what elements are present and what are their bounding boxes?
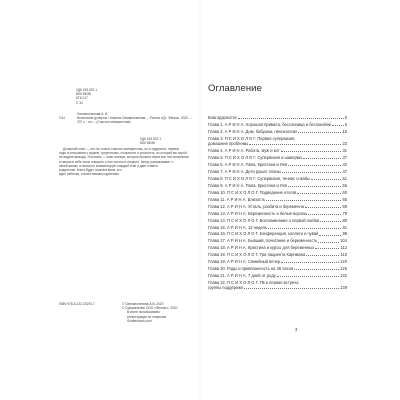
copyright-line: © Оформление ООО «Феникс», 2020 [122,306,178,311]
toc-entry [208,190,347,195]
toc-leader-dots [244,288,339,289]
toc-entry-title-continued: группы поддержки [208,285,243,291]
toc-entry [208,122,347,127]
annotation-line: и нашла в себе силы говорить о них честно и открыто. Автор рассказывает о [59,159,174,164]
toc-entry-page: 78 [342,210,347,216]
toc-entry-page: 23 [342,141,347,147]
toc-leader-dots [332,125,343,126]
table-of-contents [208,115,347,292]
toc-entry-title: Глава 2. А Р И Н А. Дом, бабушка, гинекология [208,128,298,134]
toc-entry-title: Глава 4. А Р И Н А. Работа, муж и кот [208,148,280,154]
toc-entry-title: Глава 10. П С И Х О Л О Г. Подведение итогов [208,189,297,195]
copyright-line: Shutterstock.com [127,318,152,323]
toc-entry [208,197,347,202]
annotation-line: годы и отношения с мужем, треугольник, сложности и усталость, из которой вы порой [59,151,187,156]
annotation-line: своей жизни, а психолог комментирует каждый этап и дает советы [59,163,158,168]
toc-entry [208,231,347,236]
toc-entry-title: Глава 14. П С И Х О Л О Г. Воспоминание о первой любви [208,217,320,223]
record-line-2: 237 с. : ил. – (Счастье материнства). [77,120,132,125]
toc-entry-title: Глава 15. А Р И Н А. 12 недель [208,224,268,230]
toc-entry-continued [208,285,347,290]
toc-entry [208,162,347,167]
toc-entry-page: 139 [340,285,347,291]
toc-entry-page: 5 [344,115,347,120]
toc-entry-title: Глава 18. А Р И Н А. Кристина и курсы для беременных [208,245,315,251]
toc-leader-dots [288,186,341,187]
toc-leader-dots [288,165,341,166]
toc-leader-dots [306,255,339,256]
toc-entry-title-continued: домашние проблемы [208,141,249,147]
toc-entry-title: Благодарности [208,115,237,120]
annotation-line: ждет ребенка, и всем нашим родителям. [59,172,120,177]
toc-entry-page: 80 [342,217,347,223]
toc-entry-page: 56 [342,182,347,188]
toc-entry-page: 104 [340,238,347,244]
classification-codes-right [140,137,161,145]
toc-entry [208,148,347,153]
toc-entry-title: Глава 1. А Р И Н А. Хорошая примета, бессонница и беспокойне [208,121,332,127]
isbn: ISBN 978-5-222-33193-7 [59,302,95,306]
udk-code-right: УДК 159.922.1 [140,137,161,141]
toc-entry-title: Глава 6. А Р И Н А. Папа, Кристина и Лев [208,161,288,167]
toc-entry-page: 116 [340,252,347,258]
toc-leader-dots [266,200,341,201]
author-line: Свинаполенова А. В. [77,112,109,116]
toc-entry-title: Глава 5. П С И Х О Л О Г. Супервизия и шаверма [208,154,302,160]
toc-entry-page: 31 [342,148,347,154]
bbk-code-right: ББК 88.56 [140,141,155,146]
toc-leader-dots [282,172,342,173]
toc-entry-title: Глава 12. А Р И Н А. Усталь, разбита и беременна [208,203,304,209]
toc-leader-dots [311,179,341,180]
toc-leader-dots [268,228,341,229]
copyright-page [0,0,196,400]
toc-leader-dots [319,235,341,236]
toc-entry [208,273,347,278]
toc-entry-page: 60 [342,189,347,195]
toc-entry [208,211,347,216]
toc-entry-title: Глава 20. Роды и привязанность на 36 часов [208,266,294,272]
toc-entry-title: Глава 19. А Р И Н А. Семейный вечер [208,259,281,265]
toc-entry [208,225,347,230]
annotation-line: Дочерний опыт — это не только счастье материнства, но и трудности: первые [63,147,180,151]
toc-entry-title: Глава 8. П С И Х О Л О Г. Супервизия, теннис и жабы [208,175,311,181]
copyright-line: В книге использованы [127,310,160,315]
toc-entry-title: Глава 13. А Р И Н А. Беременность и белые вороны [208,210,308,216]
toc-entry-page: 120 [340,259,347,265]
toc-entry-title: Глава 7. А Р И Н А. Дети рушат планы [208,168,281,174]
udk-code: УДК 159.922.1 [76,88,97,92]
toc-entry-page: 6 [344,121,347,127]
toc-entry [208,169,347,174]
toc-leader-dots [294,269,339,270]
toc-entry [208,245,347,250]
toc-entry-page: 132 [340,273,347,279]
toc-entry-title: Глава 11. А Р И Н А. Близость [208,196,266,202]
toc-entry [208,176,347,181]
toc-entry [208,204,347,209]
toc-leader-dots [308,214,341,215]
annotation-line: не видите выхода. Эта книга — опыт матери, которая прошла через все эти испытания [59,155,189,160]
record-line-1: Испытание дочерью / Анжела Свинаполенова. – Ростов н/Д : Феникс, 2020. – [77,116,192,121]
toc-entry-title: Глава 22. П С И Х О Л О Г. ГВ и первая встреча [208,280,299,286]
toc-entry-title: Глава 17. А Р И Н А. Бывший, почитание и беременность [208,238,318,244]
toc-entry [208,129,347,134]
toc-entry [208,115,347,120]
toc-entry-page: 69 [342,203,347,209]
record-code: С34 [59,116,65,121]
copyright-line: © Свинаполенова А.В, 2020 [122,302,164,306]
toc-entry-page: 98 [342,231,347,237]
toc-leader-dots [298,132,341,133]
toc-leader-dots [297,193,341,194]
toc-entry-page: 65 [342,196,347,202]
annotation [59,147,191,176]
toc-entry-title: Глава 16. П С И Х О Л О Г. Конференция, коллеги и чувай [208,231,319,237]
toc-entry-page: 126 [340,266,347,272]
toc-entry-title: Глава 9. А Р И Н А. Папа, Кристина и Лев [208,182,288,188]
annotation-line: родителям. Книга будет полезна всем, кто [59,168,122,173]
toc-leader-dots [277,276,339,277]
author-mark: С 34 [76,100,83,105]
toc-leader-dots [281,151,342,152]
toc-entry-title: Глава 3. П С И Х О Л О Г. Первая супервизия, [208,135,296,141]
classification-codes [76,88,97,105]
toc-leader-dots [315,248,339,249]
toc-entry [208,266,347,271]
toc-entry-continued [208,141,347,146]
toc-entry [208,259,347,264]
toc-entry-page: 91 [342,224,347,230]
toc-leader-dots [238,118,344,119]
toc-entry [208,218,347,223]
toc-entry-page: 47 [342,168,347,174]
toc-leader-dots [281,262,339,263]
toc-entry [208,155,347,160]
toc-entry-title: Глава 21. А Р И Н А. 7 дней от роду [208,273,276,279]
toc-leader-dots [320,221,341,222]
toc-entry [208,252,347,257]
toc-leader-dots [303,158,342,159]
toc-entry-title: Глава 19. П С И Х О Л О Г. Три пациента Карнмана [208,252,306,258]
toc-entry-page: 51 [342,175,347,181]
bbk-code: ББК 88.56 [76,92,91,97]
copyright-line: иллюстрации по лицензии [127,314,167,319]
toc-entry-page: 42 [342,161,347,167]
bibliographic-record [59,112,192,125]
toc-entry [208,183,347,188]
ktk-code: КТК 017 [76,96,88,101]
toc-leader-dots [249,144,341,145]
toc-entry-page: 37 [342,154,347,160]
toc-entry-page: 15 [342,128,347,134]
book-gutter [199,0,201,400]
toc-entry-page: 112 [340,245,347,251]
copyright-notice [122,302,177,323]
toc-leader-dots [305,207,342,208]
toc-entry [208,238,347,243]
toc-leader-dots [318,242,339,243]
toc-title: Оглавление [208,83,262,94]
page-number: 3 [295,327,298,332]
